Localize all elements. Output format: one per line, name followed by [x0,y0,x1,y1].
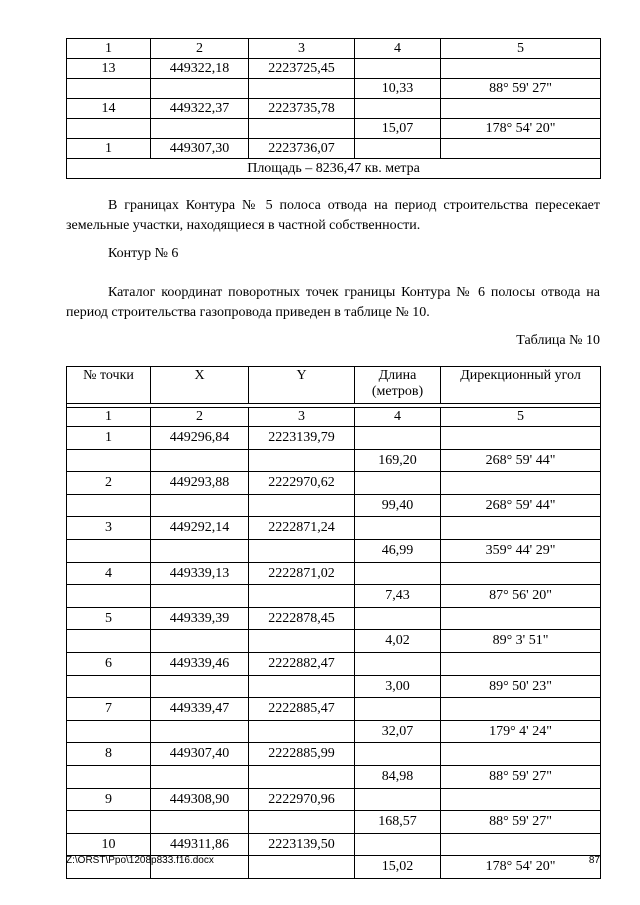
table-row [67,562,601,585]
y-coordinate: 2222885,47 [249,698,355,721]
y-coordinate: 2222878,45 [249,607,355,630]
table-row [67,139,601,159]
page-number: 87 [588,855,600,866]
x-coordinate: 449322,37 [151,99,249,119]
table-row [67,788,601,811]
table-row [67,427,601,450]
col-number: 5 [441,408,601,427]
header-row [67,367,601,404]
point-number: 6 [67,652,151,675]
x-coordinate: 449322,18 [151,59,249,79]
segment-length: 4,02 [355,630,441,653]
direction-angle: 179° 4' 24" [441,720,601,743]
point-number: 8 [67,743,151,766]
segment-length: 169,20 [355,449,441,472]
col-number: 3 [249,408,355,427]
col-number: 4 [355,408,441,427]
point-number: 3 [67,517,151,540]
direction-angle: 178° 54' 20" [441,119,601,139]
x-coordinate: 449293,88 [151,472,249,495]
column-number-row [67,39,601,59]
direction-angle: 88° 59' 27" [441,79,601,99]
y-coordinate: 2222882,47 [249,652,355,675]
x-coordinate: 449311,86 [151,833,249,856]
table-row [67,59,601,79]
table-row [67,833,601,856]
footer-file-path: Z:\ORST\Ppo\1208p833.f16.docx [66,855,214,866]
y-coordinate: 2223735,78 [249,99,355,119]
segment-length: 32,07 [355,720,441,743]
direction-angle: 268° 59' 44" [441,449,601,472]
col-number: 1 [67,408,151,427]
table-row [67,472,601,495]
y-coordinate: 2223139,50 [249,833,355,856]
table-row [67,811,601,834]
table-row [67,765,601,788]
y-coordinate: 2223725,45 [249,59,355,79]
header-x: X [151,367,249,404]
table-row [67,720,601,743]
direction-angle: 89° 50' 23" [441,675,601,698]
paragraph-contour6: Каталог координат поворотных точек границы Контура № 6 полосы отвода на период строительства газопровода приведен в таблице № 10. [66,285,600,320]
col-number: 1 [67,39,151,59]
table-body [67,427,601,879]
table-row [67,119,601,139]
direction-angle: 359° 44' 29" [441,539,601,562]
direction-angle: 87° 56' 20" [441,585,601,608]
segment-length: 46,99 [355,539,441,562]
point-number: 13 [67,59,151,79]
table-row [67,652,601,675]
table-row [67,743,601,766]
y-coordinate: 2222970,96 [249,788,355,811]
y-coordinate: 2222970,62 [249,472,355,495]
x-coordinate: 449296,84 [151,427,249,450]
point-number: 4 [67,562,151,585]
header-point-number: № точки [67,367,151,404]
segment-length: 15,07 [355,119,441,139]
table-row [67,99,601,119]
paragraph-contour5: В границах Контура № 5 полоса отвода на период строительства пересекает земельные участки, находящиеся в частной собственности. [66,198,600,233]
direction-angle: 89° 3' 51" [441,630,601,653]
x-coordinate: 449339,47 [151,698,249,721]
table-row [67,630,601,653]
table-row [67,539,601,562]
section-heading: Контур № 6 [108,246,179,261]
segment-length: 84,98 [355,765,441,788]
y-coordinate: 2222871,02 [249,562,355,585]
x-coordinate: 449292,14 [151,517,249,540]
contour5-coordinates-table [66,38,601,179]
x-coordinate: 449307,40 [151,743,249,766]
point-number: 1 [67,427,151,450]
segment-length: 99,40 [355,494,441,517]
segment-length: 3,00 [355,675,441,698]
table-row [67,675,601,698]
y-coordinate: 2223139,79 [249,427,355,450]
col-number: 2 [151,39,249,59]
direction-angle: 88° 59' 27" [441,765,601,788]
table-row [67,517,601,540]
column-number-row [67,408,601,427]
segment-length: 168,57 [355,811,441,834]
x-coordinate: 449339,46 [151,652,249,675]
table-row [67,607,601,630]
col-number: 3 [249,39,355,59]
area-total: Площадь – 8236,47 кв. метра [67,159,601,179]
header-y: Y [249,367,355,404]
x-coordinate: 449339,39 [151,607,249,630]
table-row [67,494,601,517]
direction-angle: 88° 59' 27" [441,811,601,834]
table-row [67,585,601,608]
point-number: 9 [67,788,151,811]
direction-angle: 268° 59' 44" [441,494,601,517]
x-coordinate: 449307,30 [151,139,249,159]
col-number: 5 [441,39,601,59]
x-coordinate: 449339,13 [151,562,249,585]
header-length: Длина (метров) [355,367,441,404]
point-number: 2 [67,472,151,495]
y-coordinate: 2222871,24 [249,517,355,540]
point-number: 10 [67,833,151,856]
point-number: 5 [67,607,151,630]
point-number: 7 [67,698,151,721]
contour6-coordinates-table [66,366,601,879]
direction-angle: 178° 54' 20" [441,856,601,879]
y-coordinate: 2222885,99 [249,743,355,766]
header-direction-angle: Дирекционный угол [441,367,601,404]
col-number: 4 [355,39,441,59]
table-caption: Таблица № 10 [516,333,600,348]
table-row [67,698,601,721]
x-coordinate: 449308,90 [151,788,249,811]
area-row [67,159,601,179]
table-row [67,79,601,99]
y-coordinate: 2223736,07 [249,139,355,159]
segment-length: 15,02 [355,856,441,879]
segment-length: 7,43 [355,585,441,608]
point-number: 1 [67,139,151,159]
table-row [67,449,601,472]
point-number: 14 [67,99,151,119]
segment-length: 10,33 [355,79,441,99]
col-number: 2 [151,408,249,427]
